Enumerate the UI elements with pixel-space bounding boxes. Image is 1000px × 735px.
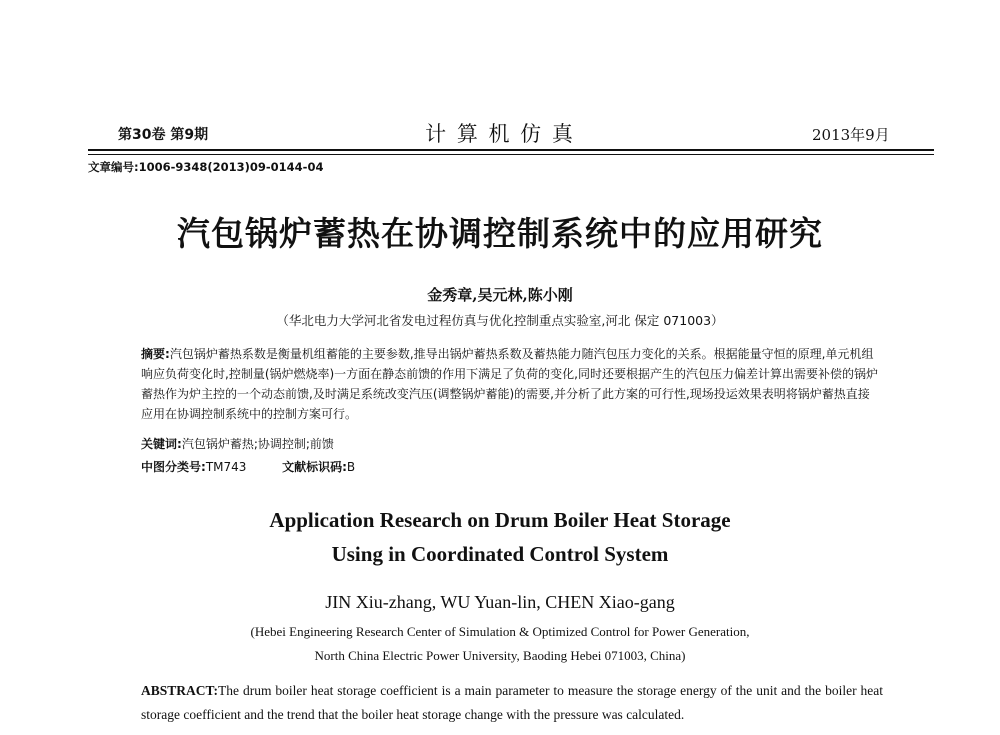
keywords-text: 汽包锅炉蓄热;协调控制;前馈 — [181, 437, 334, 451]
authors-chinese: 金秀章,吴元林,陈小刚 — [427, 286, 573, 304]
affiliation-chinese: （华北电力大学河北省发电过程仿真与优化控制重点实验室,河北 保定 071003） — [276, 313, 724, 328]
authors-english: JIN Xiu-zhang, WU Yuan-lin, CHEN Xiao-gang — [325, 592, 675, 612]
title-english-line2: Using in Coordinated Control System — [331, 542, 669, 566]
affiliation-english-line2: North China Electric Power University, Baoding Hebei 071003, China) — [314, 648, 686, 663]
keywords-chinese — [141, 435, 334, 452]
header-rule-thick — [88, 149, 934, 151]
title-chinese: 汽包锅炉蓄热在协调控制系统中的应用研究 — [177, 214, 823, 253]
clc-value: TM743 — [205, 460, 247, 474]
keywords-label: 关键词: — [141, 437, 182, 451]
abstract-chinese — [141, 344, 881, 424]
abstract-chinese-label: 摘要: — [141, 347, 170, 361]
abstract-chinese-text: 汽包锅炉蓄热系数是衡量机组蓄能的主要参数,推导出锅炉蓄热系数及蓄热能力随汽包压力变化的关系。根据能量守恒的原理,单元机组响应负荷变化时,控制量(锅炉燃烧率)一方面在静态前馈的作用下满足了负荷的变化,同时还要根据产生的汽包压力偏差计算出需要补偿的锅炉蓄热作为炉主控的一个动态前馈,及时满足系统改变汽压(调整锅炉蓄能)的需要,并分析了此方案的可行性,现场投运效果表明将锅炉蓄热直接应用在协调控制系统中的控制方案可行。 — [141, 347, 878, 421]
journal-name: 计 算 机 仿 真 — [425, 122, 575, 146]
volume-issue: 第30卷 第9期 — [118, 127, 209, 143]
article-number: 文章编号:1006-9348(2013)09-0144-04 — [88, 160, 324, 174]
doc-code-value: B — [346, 460, 356, 474]
abstract-english-text: The drum boiler heat storage coefficient is a main parameter to measure the storage energy of the unit and the boiler heat storage coefficient and the trend that the boiler heat storage change with the pressure was calculated. — [141, 683, 883, 722]
affiliation-english-line1: (Hebei Engineering Research Center of Simulation & Optimized Control for Power Generation, — [250, 624, 750, 639]
abstract-english — [141, 679, 883, 727]
header-rule-thin — [88, 154, 934, 155]
abstract-english-label: ABSTRACT: — [141, 683, 219, 698]
clc-label: 中图分类号: — [141, 460, 206, 474]
classification-line — [141, 458, 355, 475]
publication-date: 2013年9月 — [812, 126, 890, 144]
title-english-line1: Application Research on Drum Boiler Heat Storage — [269, 508, 731, 532]
doc-code-label: 文献标识码: — [282, 460, 347, 474]
